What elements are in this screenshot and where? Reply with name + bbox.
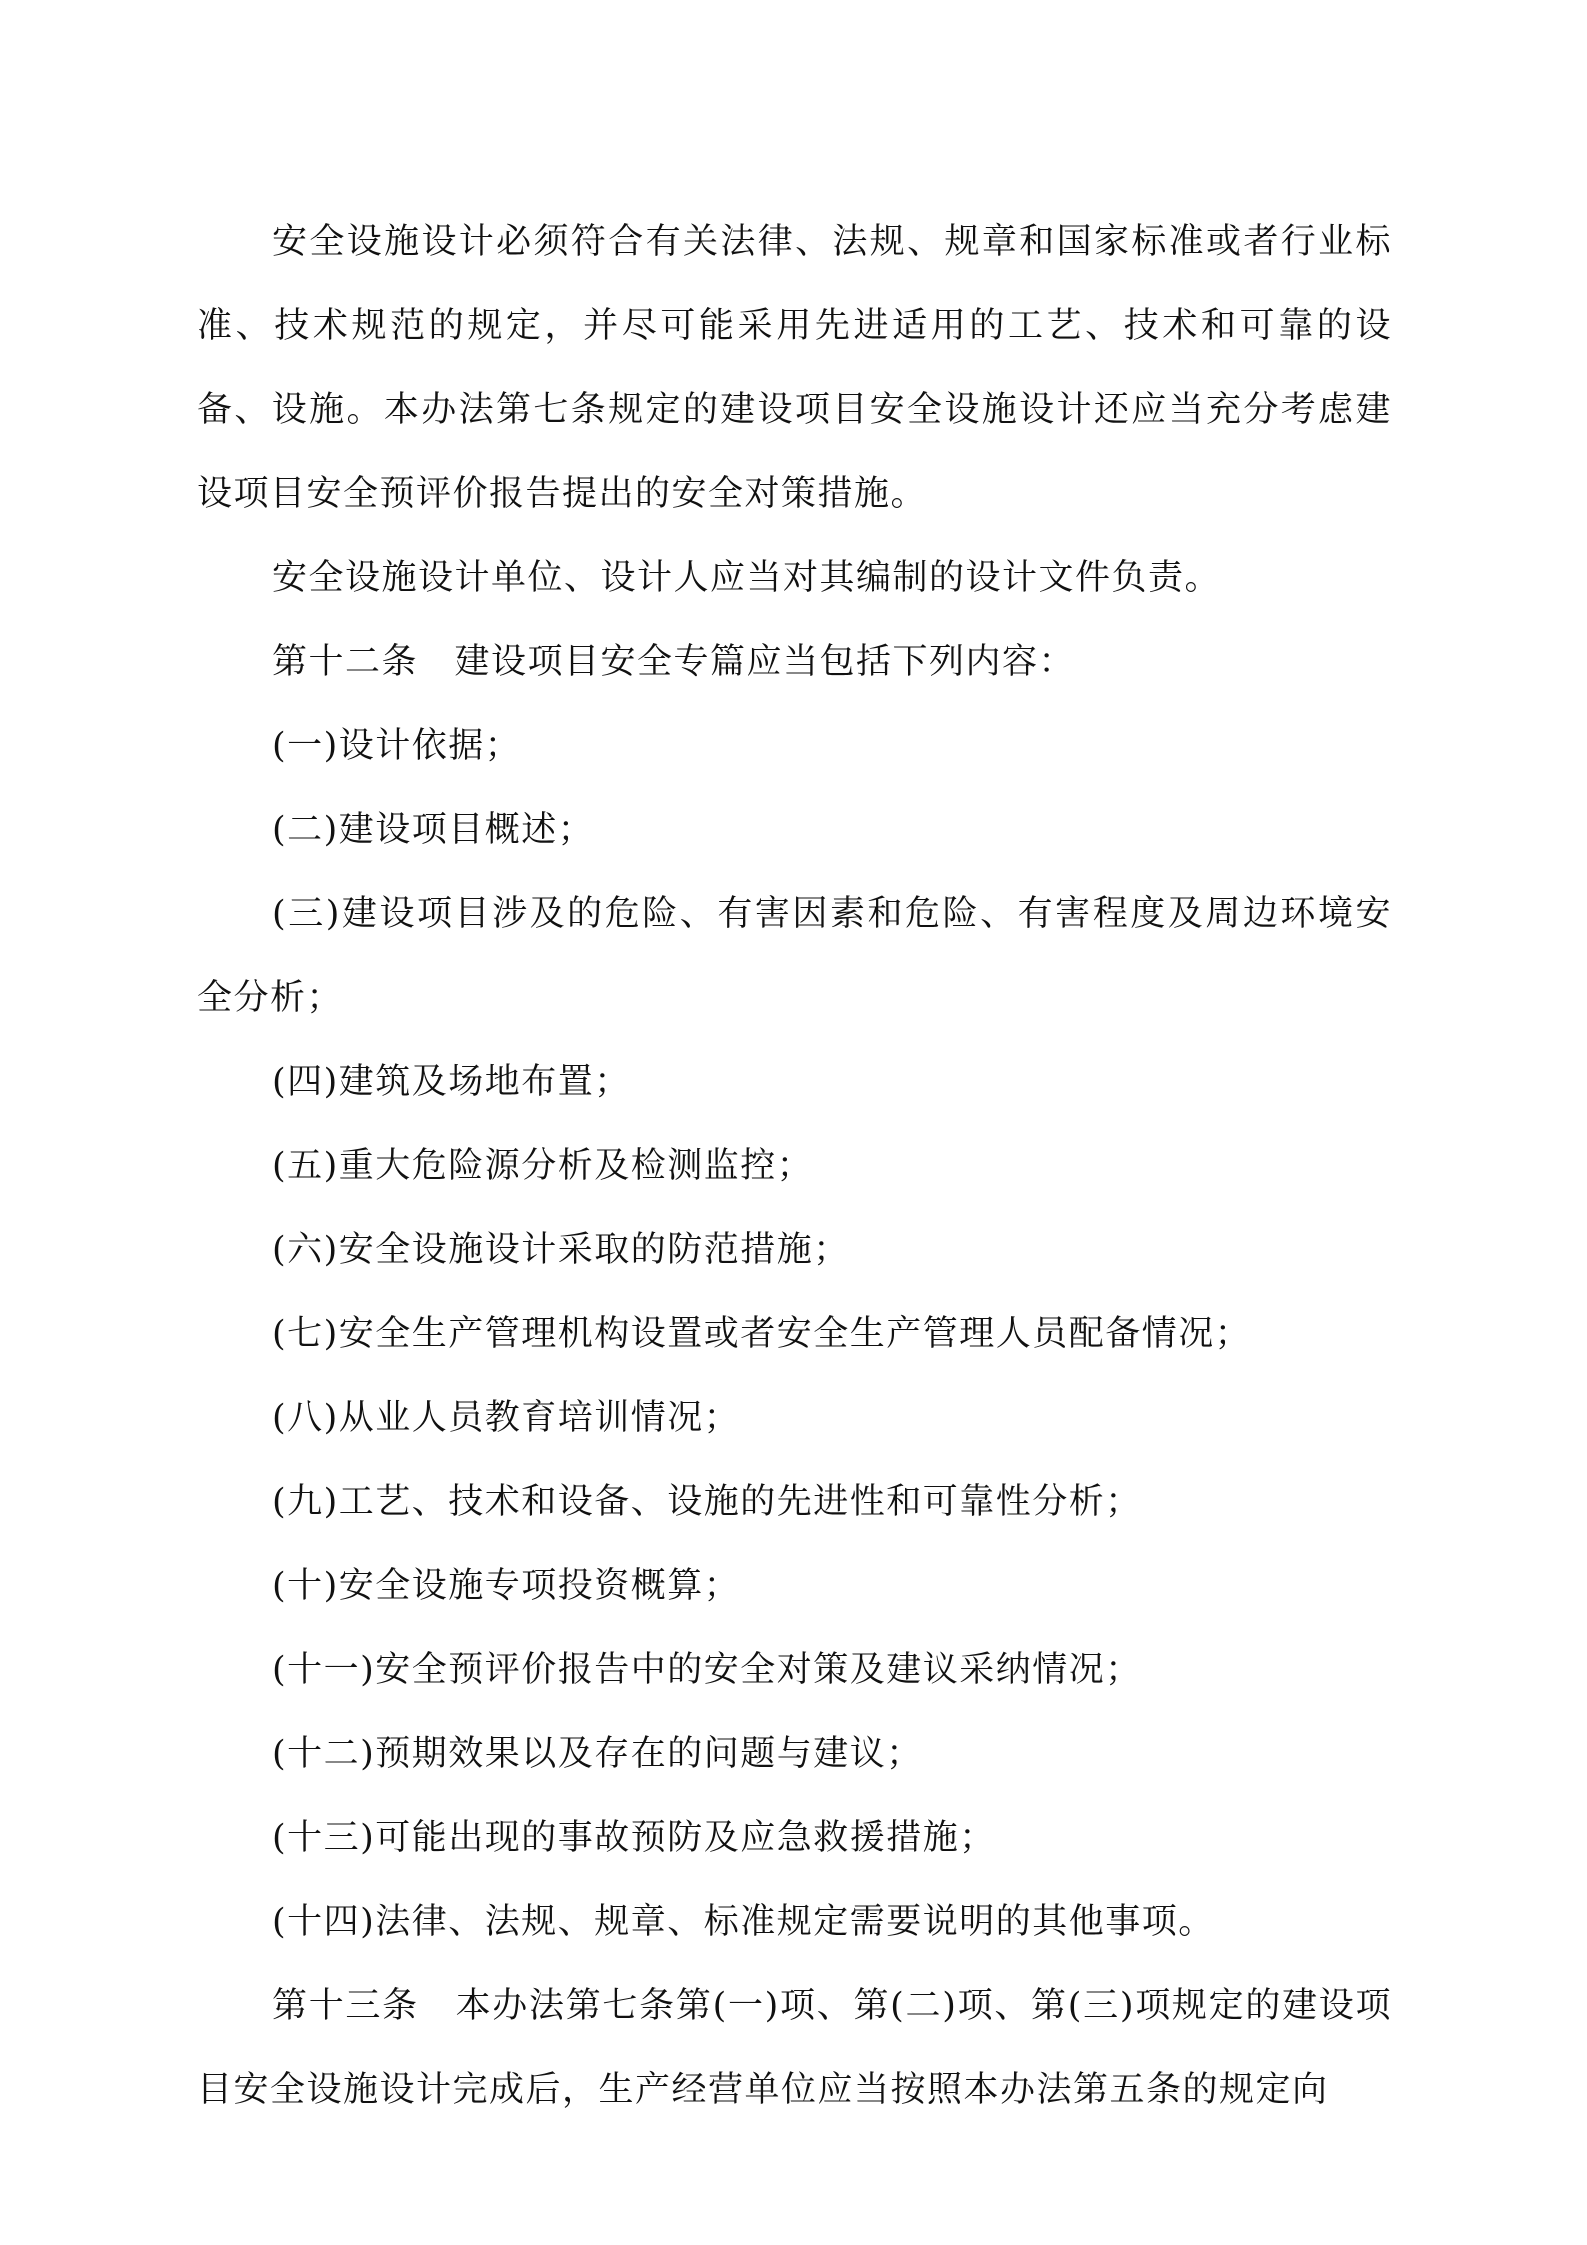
- list-item-5: (五)重大危险源分析及检测监控；: [272, 1146, 814, 1186]
- list-item-11: (十一)安全预评价报告中的安全对策及建议采纳情况；: [272, 1650, 1142, 1690]
- list-item-9: (九)工艺、技术和设备、设施的先进性和可靠性分析；: [272, 1482, 1142, 1522]
- list-item-8: (八)从业人员教育培训情况；: [272, 1398, 741, 1438]
- list-item-3: (三)建设项目涉及的危险、有害因素和危险、有害程度及周边环境安全分析；: [197, 894, 1392, 1018]
- article-13-paragraph: 第十三条 本办法第七条第(一)项、第(二)项、第(三)项规定的建设项目安全设施设计完成后，生产经营单位应当按照本办法第五条的规定向: [197, 1986, 1392, 2110]
- list-item-1: (一)设计依据；: [272, 726, 522, 766]
- list-item-14: (十四)法律、法规、规章、标准规定需要说明的其他事项。: [272, 1902, 1215, 1942]
- document-page: [197, 200, 1392, 2132]
- paragraph-design-requirements: 安全设施设计必须符合有关法律、法规、规章和国家标准或者行业标准、技术规范的规定，并尽可能采用先进适用的工艺、技术和可靠的设备、设施。本办法第七条规定的建设项目安全设施设计还应当充分考虑建设项目安全预评价报告提出的安全对策措施。: [197, 222, 1392, 514]
- list-item-4: (四)建筑及场地布置；: [272, 1062, 631, 1102]
- list-item-2: (二)建设项目概述；: [272, 810, 595, 850]
- list-item-13: (十三)可能出现的事故预防及应急救援措施；: [272, 1818, 996, 1858]
- list-item-10: (十)安全设施专项投资概算；: [272, 1566, 741, 1606]
- paragraph-design-responsibility: 安全设施设计单位、设计人应当对其编制的设计文件负责。: [272, 558, 1222, 598]
- article-12-heading: 第十二条 建设项目安全专篇应当包括下列内容：: [272, 642, 1076, 682]
- list-item-6: (六)安全设施设计采取的防范措施；: [272, 1230, 850, 1270]
- list-item-7: (七)安全生产管理机构设置或者安全生产管理人员配备情况；: [272, 1314, 1252, 1354]
- list-item-12: (十二)预期效果以及存在的问题与建议；: [272, 1734, 923, 1774]
